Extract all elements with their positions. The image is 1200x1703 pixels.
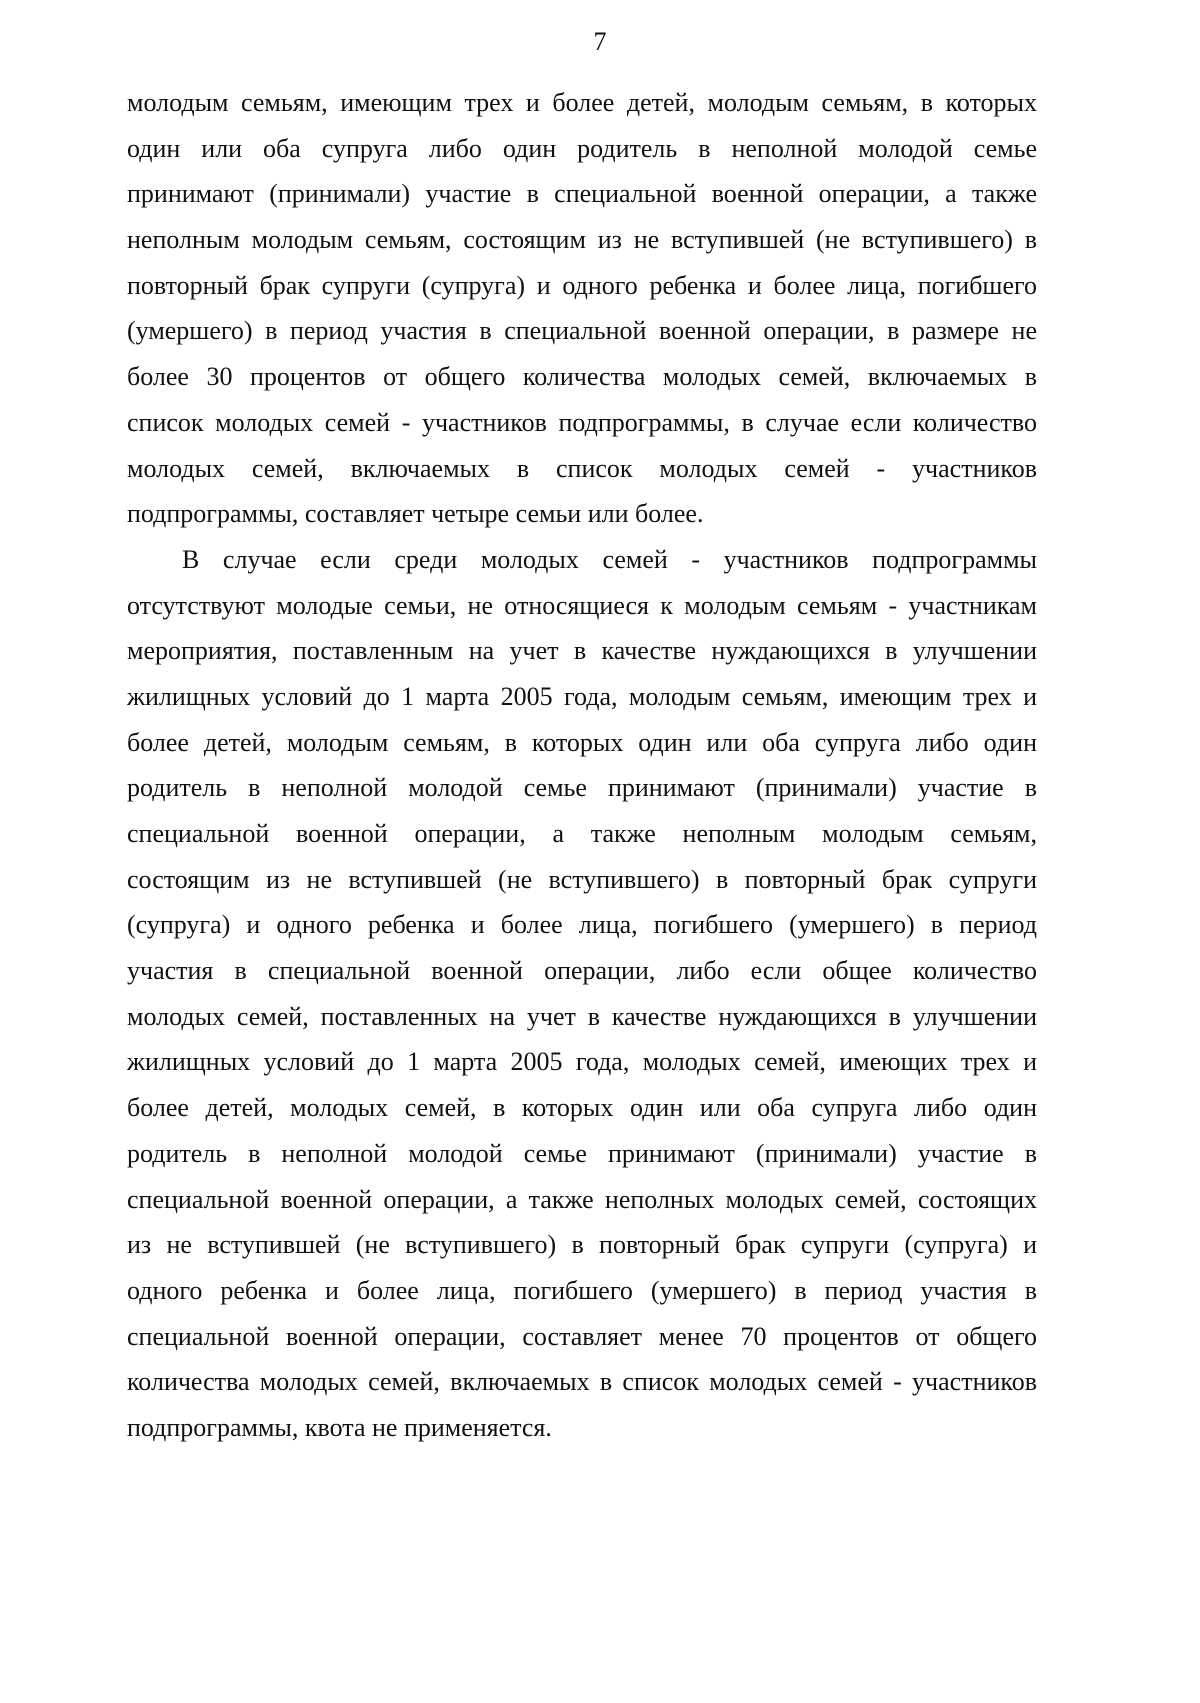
text-line: более детей, молодых семей, в которых один или оба супруга либо один (127, 1093, 1037, 1123)
text-line: специальной военной операции, составляет менее 70 процентов от общего (127, 1321, 1037, 1351)
text-line: более детей, молодым семьям, в которых один или оба супруга либо один (127, 727, 1037, 757)
text-line: отсутствуют молодые семьи, не относящиеся к молодым семьям - участникам (127, 590, 1037, 620)
text-line: количества молодых семей, включаемых в список молодых семей - участников (127, 1367, 1037, 1397)
body-text (127, 80, 1037, 1451)
text-line: молодых семей, включаемых в список молодых семей - участников (127, 453, 1037, 483)
text-line: молодых семей, поставленных на учет в качестве нуждающихся в улучшении (127, 1001, 1037, 1031)
text-line: список молодых семей - участников подпрограммы, в случае если количество (127, 407, 1037, 437)
text-line: мероприятия, поставленным на учет в качестве нуждающихся в улучшении (127, 636, 1037, 666)
paragraph (127, 80, 1037, 537)
text-line: подпрограммы, составляет четыре семьи или более. (127, 499, 704, 529)
text-line: специальной военной операции, а также неполным молодым семьям, (127, 819, 1037, 848)
text-line: участия в специальной военной операции, либо если общее количество (127, 956, 1037, 986)
text-line: состоящим из не вступившей (не вступившего) в повторный брак супруги (127, 864, 1037, 894)
text-line: молодым семьям, имеющим трех и более детей, молодым семьям, в которых (127, 88, 1037, 117)
text-line: жилищных условий до 1 марта 2005 года, молодых семей, имеющих трех и (127, 1047, 1037, 1077)
text-line: один или оба супруга либо один родитель в неполной молодой семье (127, 133, 1037, 163)
text-line: родитель в неполной молодой семье принимают (принимали) участие в (127, 1138, 1037, 1168)
page-number: 7 (593, 27, 607, 56)
text-line: (умершего) в период участия в специальной военной операции, в размере не (127, 316, 1037, 346)
text-line: одного ребенка и более лица, погибшего (умершего) в период участия в (127, 1275, 1037, 1305)
text-line: специальной военной операции, а также неполных молодых семей, состоящих (127, 1184, 1037, 1214)
text-line: (супруга) и одного ребенка и более лица, погибшего (умершего) в период (127, 910, 1037, 940)
paragraph (127, 537, 1037, 1451)
text-line: более 30 процентов от общего количества молодых семей, включаемых в (127, 362, 1037, 392)
text-line: родитель в неполной молодой семье принимают (принимали) участие в (127, 773, 1037, 803)
text-line: жилищных условий до 1 марта 2005 года, молодым семьям, имеющим трех и (127, 681, 1037, 711)
text-line: повторный брак супруги (супруга) и одного ребенка и более лица, погибшего (127, 270, 1037, 300)
text-line: принимают (принимали) участие в специальной военной операции, а также (127, 179, 1037, 209)
text-line: из не вступившей (не вступившего) в повторный брак супруги (супруга) и (127, 1230, 1037, 1260)
text-line: В случае если среди молодых семей - участников подпрограммы (182, 544, 1037, 574)
text-line: неполным молодым семьям, состоящим из не вступившей (не вступившего) в (127, 225, 1037, 255)
text-line: подпрограммы, квота не применяется. (127, 1412, 552, 1442)
